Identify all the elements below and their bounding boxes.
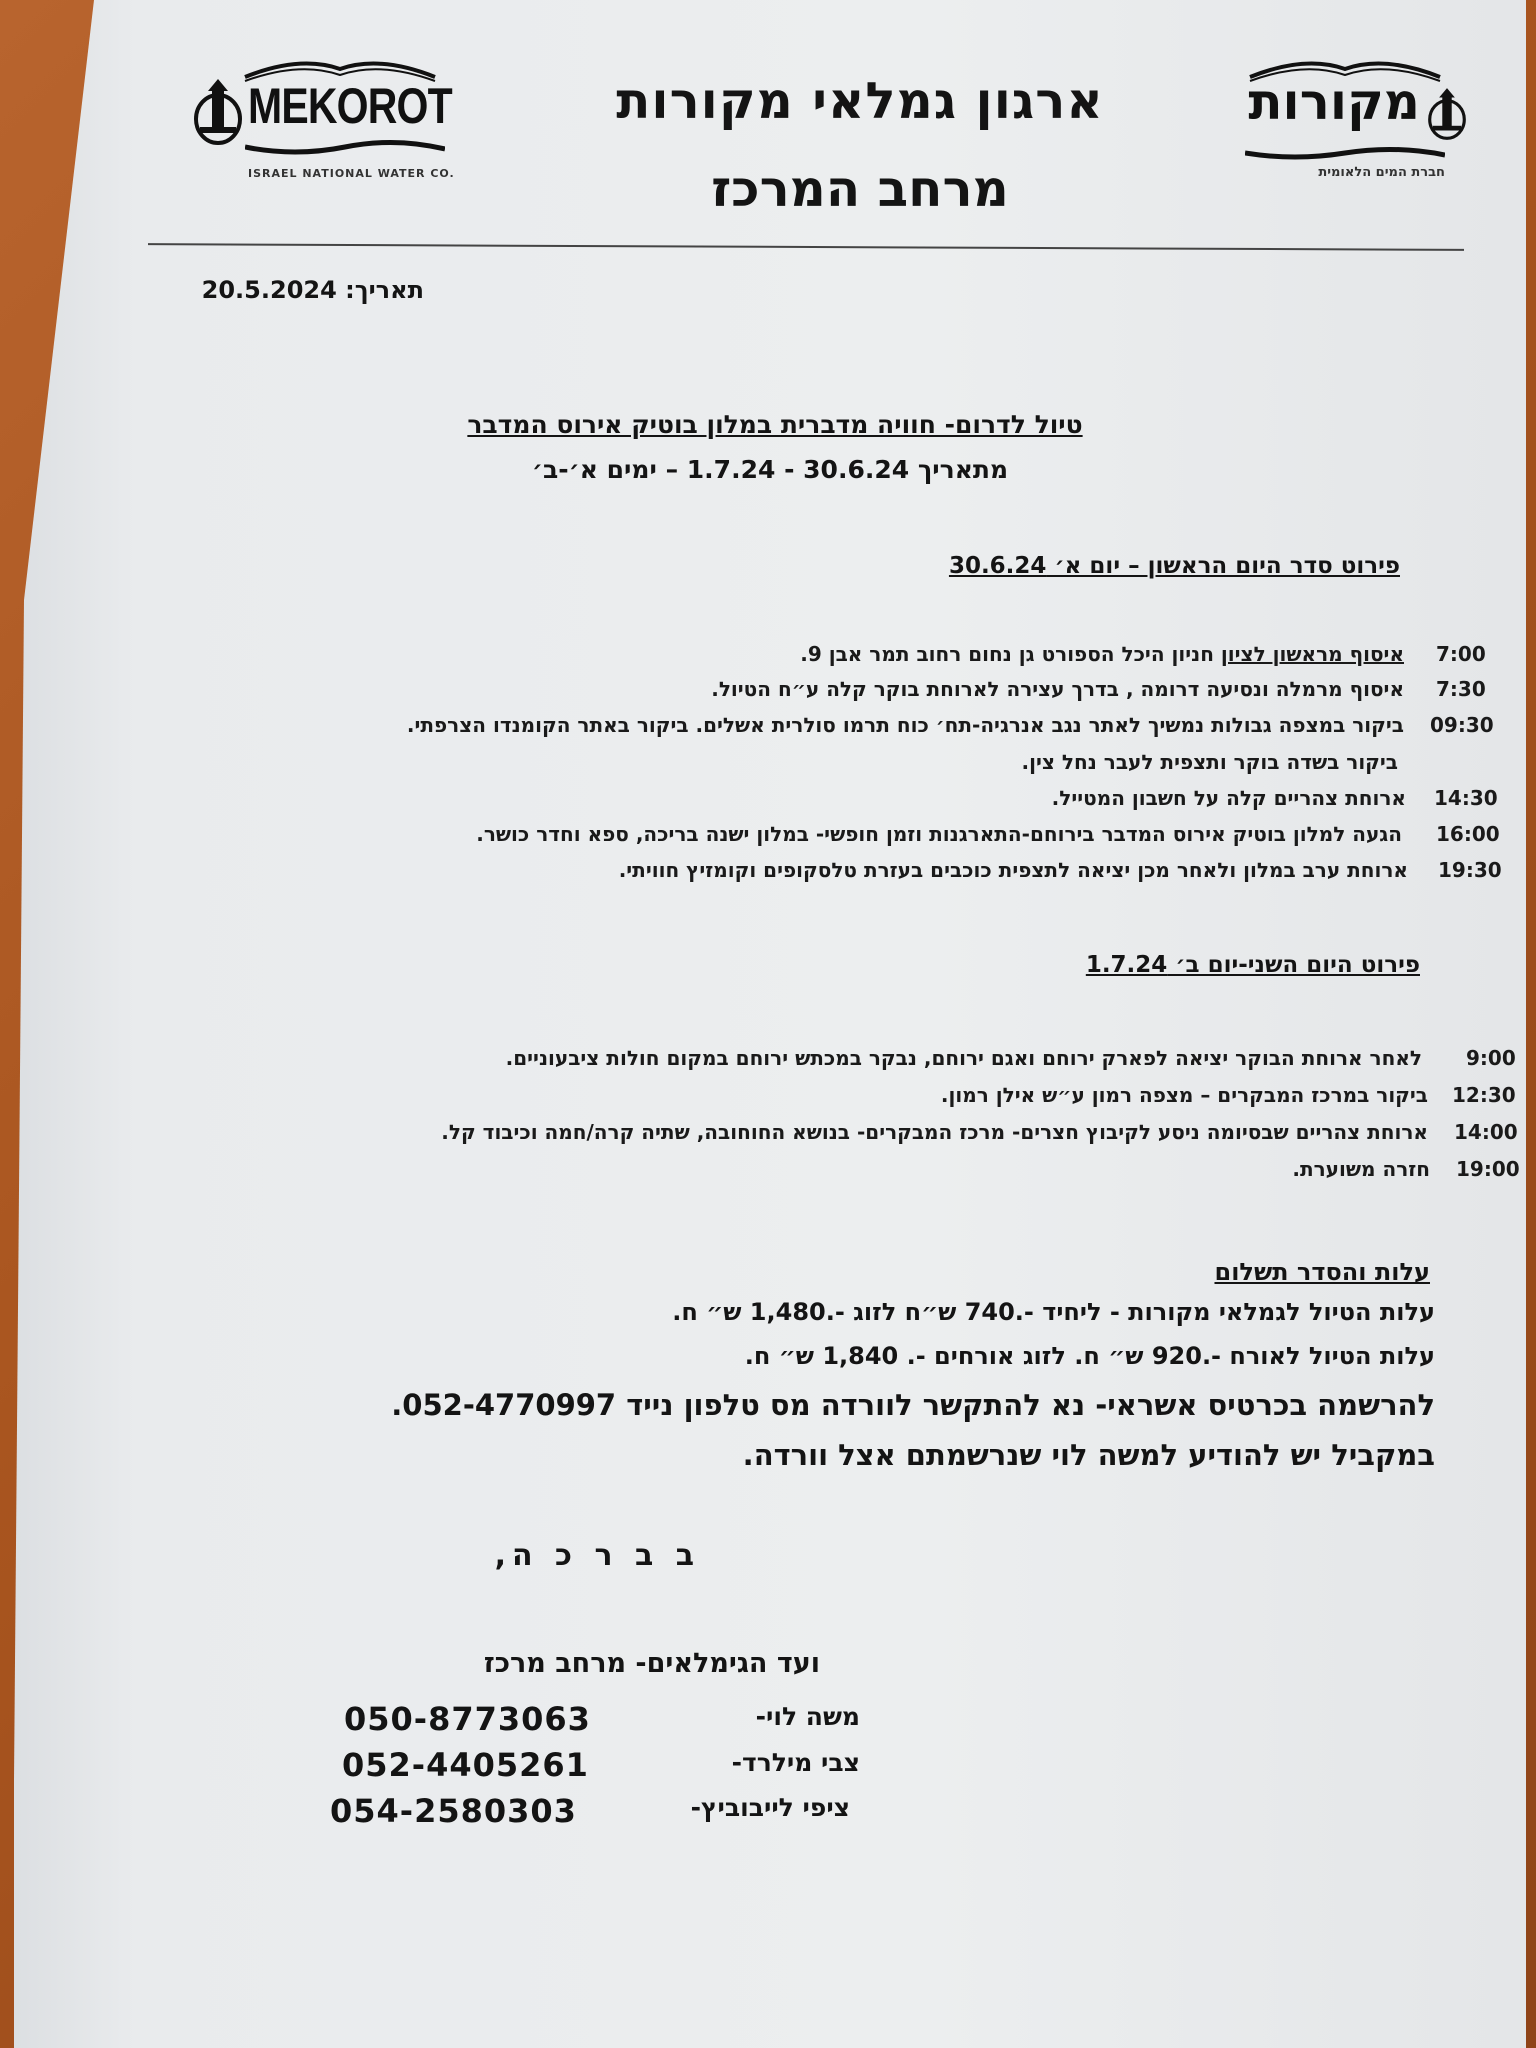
mekorot-logo-left	[190, 55, 455, 185]
wave-underline-icon	[245, 139, 445, 159]
schedule-time: 12:30	[1452, 1083, 1516, 1107]
org-subtitle: מרחב המרכז	[711, 160, 1009, 218]
contact-phone: 054-2580303	[330, 1792, 577, 1830]
mekorot-logo-right	[1245, 55, 1490, 185]
schedule-item: הגעה למלון בוטיק אירוס המדבר בירוחם-התארגנות וזמן חופשי- במלון ישנה בריכה, ספא וחדר כושר.	[476, 822, 1402, 846]
committee-signature: ועד הגימלאים- מרחב מרכז	[483, 1648, 820, 1679]
schedule-time: 19:30	[1438, 858, 1502, 882]
logo-left-tag: ISRAEL NATIONAL WATER CO.	[248, 167, 455, 180]
document-date: תאריך: 20.5.2024	[201, 276, 424, 304]
schedule-time: 14:00	[1454, 1120, 1518, 1144]
schedule-item: לאחר ארוחת הבוקר יציאה לפארק ירוחם ואגם ירוחם, נבקר במכתש ירוחם במקום חולות ציבעוניים.	[505, 1046, 1422, 1070]
payment-member-cost: עלות הטיול לגמלאי מקורות - ליחיד -.740 ש״ח לזוג -.1,480 ש״ ח.	[672, 1298, 1435, 1326]
schedule-item: ארוחת צהריים שבסיומה ניסע לקיבוץ חצרים- מרכז המבקרים- בנושא החוחובה, שתיה קרה/חמה וכיבוד קל.	[441, 1120, 1428, 1144]
schedule-item-continuation: ביקור בשדה בוקר ותצפית לעבר נחל צין.	[1021, 750, 1398, 774]
schedule-item: ארוחת צהריים קלה על חשבון המטייל.	[1051, 786, 1406, 810]
schedule-item: איסוף מרמלה ונסיעה דרומה , בדרך עצירה לארוחת בוקר קלה ע״ח הטיול.	[711, 677, 1404, 701]
contact-name: ציפי לייבוביץ-	[690, 1793, 850, 1822]
schedule-item: חזרה משוערת.	[1292, 1157, 1430, 1181]
schedule-item: ארוחת ערב במלון ולאחר מכן יציאה לתצפית כוכבים בעזרת טלסקופים וקומזיץ חוויתי.	[618, 858, 1408, 882]
tower-icon	[190, 77, 246, 147]
pickup-location: איסוף מראשון לציון	[1220, 642, 1404, 666]
logo-right-word: מקורות	[1248, 73, 1420, 131]
payment-guest-cost: עלות הטיול לאורח -.920 ש״ ח. לזוג אורחים -. 1,840 ש״ ח.	[744, 1342, 1435, 1370]
schedule-item: איסוף מראשון לציון חניון היכל הספורט גן נחום רחוב תמר אבן 9.	[800, 642, 1404, 666]
contact-phone: 050-8773063	[344, 1700, 591, 1738]
paper-sheet	[14, 0, 1526, 2048]
schedule-time: 7:00	[1436, 642, 1486, 666]
contact-phone: 052-4405261	[342, 1746, 589, 1784]
trip-title: טיול לדרום- חוויה מדברית במלון בוטיק אירוס המדבר	[467, 410, 1083, 439]
contact-name: צבי מילרד-	[731, 1748, 860, 1777]
logo-right-tag: חברת המים הלאומית	[1318, 165, 1445, 180]
schedule-time: 9:00	[1466, 1046, 1516, 1070]
day1-heading: פירוט סדר היום הראשון – יום א׳ 30.6.24	[948, 553, 1400, 579]
registration-notice: במקביל יש להודיע למשה לוי שנרשמתם אצל וורדה.	[742, 1438, 1435, 1472]
schedule-time: 16:00	[1436, 822, 1500, 846]
contact-name: משה לוי-	[755, 1702, 860, 1731]
schedule-time: 19:00	[1456, 1157, 1520, 1181]
tower-icon	[1425, 85, 1469, 143]
schedule-time: 09:30	[1430, 713, 1494, 737]
payment-heading: עלות והסדר תשלום	[1214, 1258, 1430, 1286]
schedule-time: 7:30	[1436, 677, 1486, 701]
schedule-item: ביקור במרכז המבקרים – מצפה רמון ע״ש אילן רמון.	[940, 1083, 1428, 1107]
wave-underline-icon	[1245, 145, 1445, 163]
closing-blessing: ב ב ר כ ה,	[494, 1538, 700, 1573]
registration-instructions: להרשמה בכרטיס אשראי- נא להתקשר לוורדה מס טלפון נייד 052-4770997.	[391, 1388, 1435, 1422]
day2-heading: פירוט היום השני-יום ב׳ 1.7.24	[1085, 952, 1420, 978]
org-title: ארגון גמלאי מקורות	[616, 72, 1104, 130]
trip-dates: מתאריך 30.6.24 - 1.7.24 – ימים א׳-ב׳	[531, 455, 1009, 484]
schedule-time: 14:30	[1434, 786, 1498, 810]
logo-left-word: MEKOROT	[248, 78, 452, 134]
schedule-item: ביקור במצפה גבולות נמשיך לאתר נגב אנרגיה-תח׳ כוח תרמו סולרית אשלים. ביקור באתר הקומנדו הצרפתי.	[406, 713, 1404, 737]
